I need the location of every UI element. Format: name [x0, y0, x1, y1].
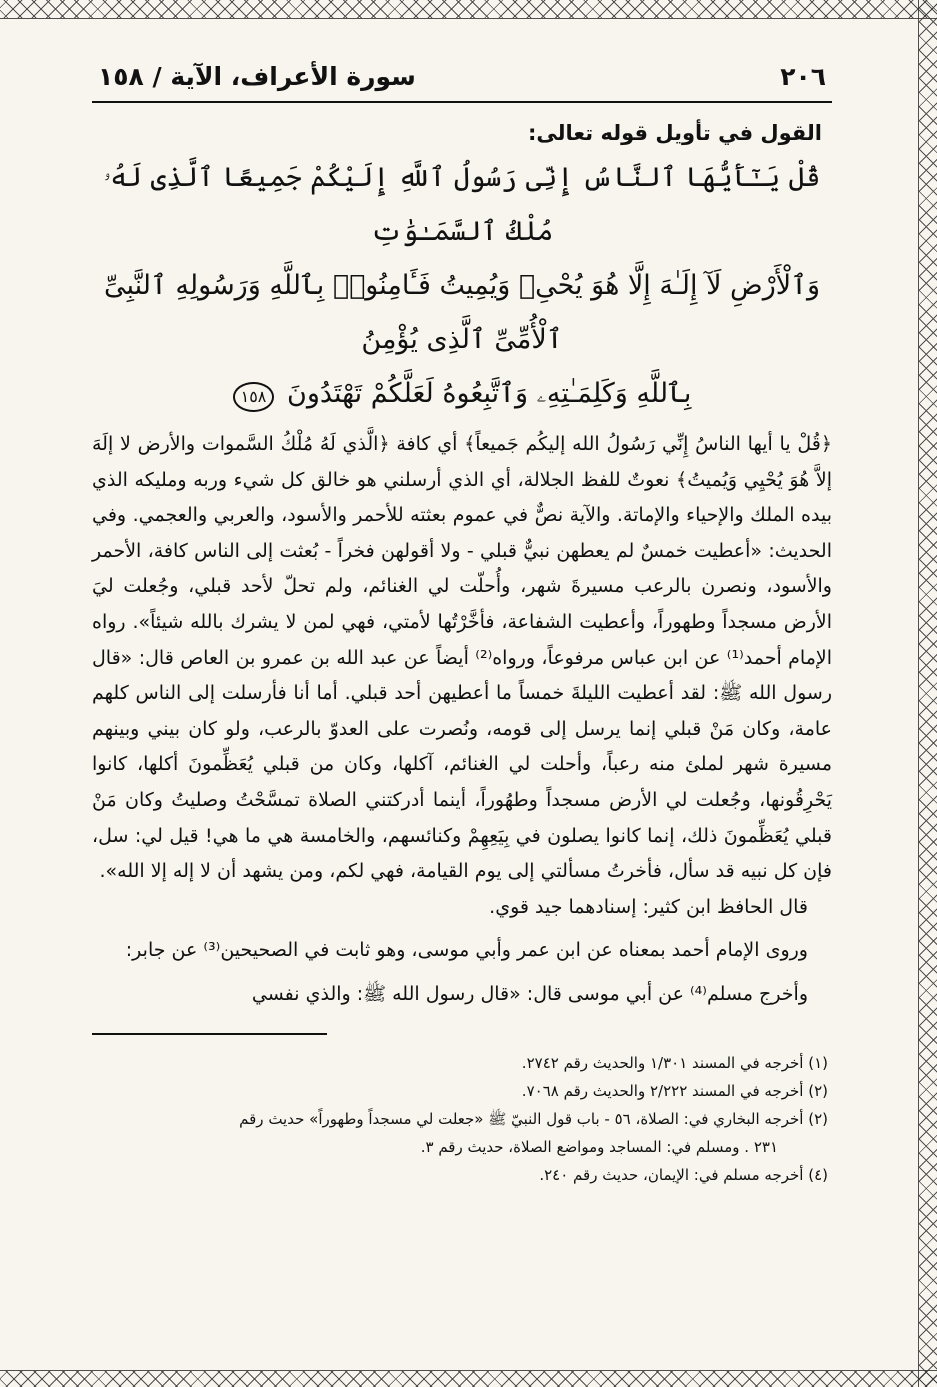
footnote: (١) أخرجه في المسند ١/٣٠١ والحديث رقم ٢٧٤٢.	[521, 1053, 828, 1072]
footnote: (٢) أخرجه البخاري في: الصلاة، ٥٦ - باب قول النبيّ ﷺ «جعلت لي مسجداً وطهوراً» حديث رقم	[239, 1109, 828, 1128]
section-title: القول في تأويل قوله تعالى:	[528, 121, 822, 145]
decorative-right-border	[918, 0, 937, 1387]
paragraph: وأخرج مسلم⁽⁴⁾ عن أبي موسى قال: «قال رسول الله ﷺ: والذي نفسي	[251, 982, 808, 1005]
page-header	[92, 62, 832, 103]
ayah-number-marker: ١٥٨	[233, 382, 275, 412]
footnote-continuation: ٢٣١ . ومسلم في: المساجد ومواضع الصلاة، حديث رقم ٣.	[420, 1137, 778, 1156]
footnotes	[92, 1049, 832, 1189]
quran-line-text: بِٱللَّهِ وَكَلِمَـٰتِهِۦ وَٱتَّبِعُوهُ لَعَلَّكُمْ تَهْتَدُونَ	[286, 378, 692, 409]
paragraph: قال الحافظ ابن كثير: إسنادهما جيد قوي.	[489, 895, 808, 918]
quran-verse	[92, 151, 832, 421]
footnote-divider	[92, 1033, 327, 1035]
decorative-top-border	[0, 0, 937, 19]
quran-line	[96, 367, 828, 421]
paragraph: ﴿قُلْ يا أيها الناسُ إِنِّي رَسُولُ الله إليكُم جَميعاً﴾ أي كافة ﴿الَّذي لَهُ مُلْكُ السَّموات والأرض لا إلَهَ إلاَّ هُوَ يُحْيِي وَيُميتُ﴾ نعوتٌ للفظ الجلالة، أي الذي أرسلني هو خالق كل شيء وربه ومليكه الذي بيده الملك والإحياء والإماتة. والآية نصٌّ في عموم بعثته للأحمر والأسود، والعربي والعجمي. وفي الحديث: «أعطيت خمسٌ لم يعطهن نبيٌّ قبلي - ولا أقولهن فخراً - بُعثت إلى الناس كافة، الأحمر والأسود، ونصرن بالرعب مسيرةَ شهر، وأُحلّت لي الغنائم، ولم تحلّ لأحد قبلي، وجُعلت ليَ الأرض مسجداً وطهوراً، وأعطيت الشفاعة، فأخَّرْتُها لأمتي، فهي لمن لا يشرك بالله شيئاً». رواه الإمام أحمد⁽¹⁾ عن ابن عباس مرفوعاً، ورواه⁽²⁾ أيضاً عن عبد الله بن عمرو بن العاص قال: «قال رسول الله ﷺ: لقد أعطيت الليلةَ خمساً ما أعطيهن أحد قبلي. أما أنا فأرسلت إلى الناس كلهم عامة، وكان مَنْ قبلي إنما يرسل إلى قومه، ونُصرت على العدوّ بالرعب، ولو كان بيني وبينهم مسيرة شهر لملئ منه رعباً، وأحلت لي الغنائم، آكلها، وكان من قبلي يُعَظِّمونَ أكلها، كانوا يَحْرِقُونها، وجُعلت لي الأرض مسجداً وطهُوراً، أينما أدركتني الصلاة تمسَّحْتُ وصليتُ وكان مَنْ قبلي يُعَظِّمونَ ذلك، إنما كانوا يصلون في بِيَعِهِمْ وكنائسهم، والخامسة هي ما هي! قيل لي: سل، فإن كل نبيه قد سأل، فأخرتُ مسألتي إلى يوم القيامة، فهي لكم، ومن يشهد أن لا إله إلا الله».	[92, 433, 832, 883]
commentary-text	[92, 427, 832, 1013]
book-page	[92, 62, 832, 1189]
quran-line: قُلْ يَـٰٓأَيُّهَا ٱلنَّاسُ إِنِّى رَسُولُ ٱللَّهِ إِلَيْكُمْ جَمِيعًا ٱلَّذِى لَهُۥ مُلْكُ ٱلسَّمَـٰوَٰتِ	[103, 162, 821, 247]
decorative-bottom-border	[0, 1370, 937, 1387]
paragraph: وروى الإمام أحمد بمعناه عن ابن عمر وأبي موسى، وهو ثابت في الصحيحين⁽³⁾ عن جابر:	[125, 939, 808, 962]
page-number: ٢٠٦	[780, 62, 826, 91]
footnote: (٢) أخرجه في المسند ٢/٢٢٢ والحديث رقم ٧٠٦٨.	[521, 1081, 828, 1100]
quran-line: وَٱلْأَرْضِ لَآ إِلَـٰهَ إِلَّا هُوَ يُحْىِۦ وَيُمِيتُ فَـَٔامِنُوا۟ بِٱللَّهِ وَرَسُولِهِ ٱلنَّبِىِّ ٱلْأُمِّىِّ ٱلَّذِى يُؤْمِنُ	[103, 270, 820, 355]
footnote: (٤) أخرجه مسلم في: الإيمان، حديث رقم ٢٤٠.	[539, 1165, 828, 1184]
surah-reference: سورة الأعراف، الآية / ١٥٨	[98, 62, 416, 91]
